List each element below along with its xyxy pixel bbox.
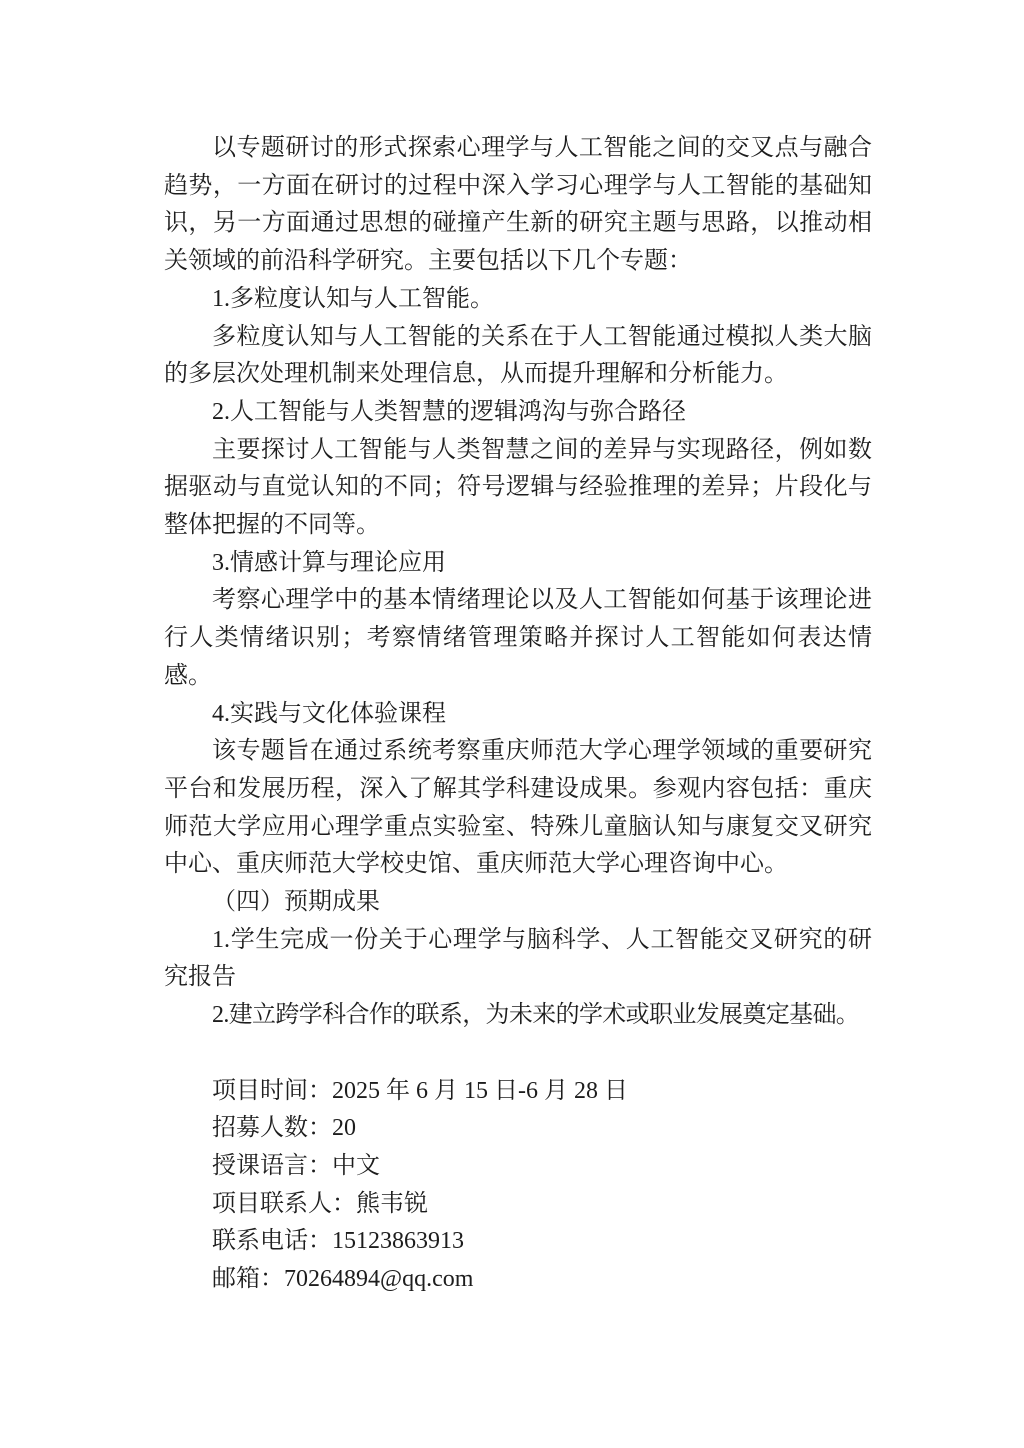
topic-3-heading: 3.情感计算与理论应用 [212,549,446,576]
language-value: 中文 [332,1152,380,1179]
topic-2-heading: 2.人工智能与人类智慧的逻辑鸿沟与弥合路径 [212,398,686,425]
project-time-label: 项目时间： [212,1077,332,1104]
recruit-count-label: 招募人数： [212,1115,332,1142]
info-language [164,1148,872,1186]
topic-4-description: 该专题旨在通过系统考察重庆师范大学心理学领域的重要研究平台和发展历程，深入了解其学科建设成果。参观内容包括：重庆师范大学应用心理学重点实验室、特殊儿童脑认知与康复交叉研究中心、重庆师范大学校史馆、重庆师范大学心理咨询中心。 [164,738,872,878]
topic-1-description: 多粒度认知与人工智能的关系在于人工智能通过模拟人类大脑的多层次处理机制来处理信息，从而提升理解和分析能力。 [164,323,872,388]
outcome-2: 2.建立跨学科合作的联系，为未来的学术或职业发展奠定基础。 [212,1002,860,1029]
info-project-time [164,1073,872,1111]
document-content [164,130,872,1299]
info-contact-person [164,1186,872,1224]
topic-1-heading: 1.多粒度认知与人工智能。 [212,285,494,312]
topic-2-description: 主要探讨人工智能与人类智慧之间的差异与实现路径，例如数据驱动与直觉认知的不同；符号逻辑与经验推理的差异；片段化与整体把握的不同等。 [164,436,872,539]
email-value: 70264894@qq.com [284,1266,474,1293]
topic-3-description: 考察心理学中的基本情绪理论以及人工智能如何基于该理论进行人类情绪识别；考察情绪管理策略并探讨人工智能如何表达情感。 [164,587,872,689]
recruit-count-value: 20 [332,1115,356,1142]
contact-phone-label: 联系电话： [212,1228,332,1255]
outcome-1: 1.学生完成一份关于心理学与脑科学、人工智能交叉研究的研究报告 [164,926,872,991]
info-email [164,1261,872,1299]
email-label: 邮箱： [212,1266,284,1293]
paragraph-seminar-overview: 以专题研讨的形式探索心理学与人工智能之间的交叉点与融合趋势，一方面在研讨的过程中深入学习心理学与人工智能的基础知识，另一方面通过思想的碰撞产生新的研究主题与思路，以推动相关领域的前沿科学研究。主要包括以下几个专题： [164,135,872,275]
project-time-value: 2025 年 6 月 15 日-6 月 28 日 [332,1077,628,1104]
language-label: 授课语言： [212,1152,332,1179]
contact-phone-value: 15123863913 [332,1228,464,1255]
contact-person-label: 项目联系人： [212,1190,356,1217]
section-expected-outcomes-heading: （四）预期成果 [212,889,380,916]
info-recruit-count [164,1110,872,1148]
topic-4-heading: 4.实践与文化体验课程 [212,700,446,727]
contact-person-value: 熊韦锐 [356,1190,428,1217]
info-contact-phone [164,1223,872,1261]
blank-line [164,1035,872,1073]
